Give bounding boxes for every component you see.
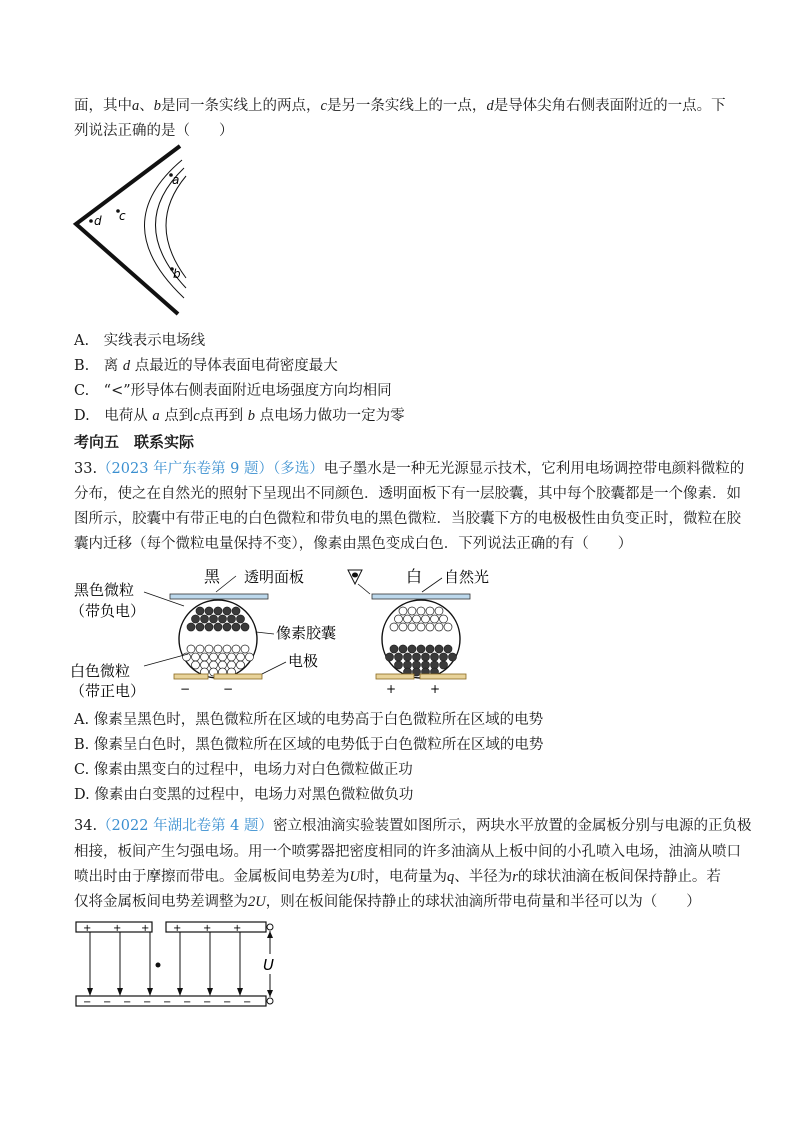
particle: [210, 615, 218, 623]
fig-white-particle-label: 白色微粒: [70, 662, 131, 680]
left-minus-2: −: [223, 682, 234, 696]
particle: [187, 623, 195, 631]
particle: [440, 653, 448, 661]
terminal-top: [267, 924, 273, 930]
q33-stem-line-2: 分布，使之在自然光的照射下呈现出不同颜色．透明面板下有一层胶囊，其中每个胶囊都是一个像素．如: [74, 486, 741, 502]
plus-sign: +: [83, 923, 92, 934]
particle: [444, 645, 452, 653]
particle: [417, 623, 425, 631]
fig-label-a: a: [172, 173, 180, 187]
particle: [399, 607, 407, 615]
field-arrows: [87, 932, 243, 996]
fig-capsule-label: 像素胶囊: [276, 624, 337, 642]
particle: [399, 623, 407, 631]
q32-option-c[interactable]: C. “<”形导体右侧表面附近电场强度方向均相同: [74, 383, 392, 399]
q34-stem-line-4: 仅将金属板间电势差调整为2U，则在板间能保持静止的球状油滴所带电荷量和半径可以为（ ）: [74, 894, 701, 910]
particle: [408, 607, 416, 615]
fig-label-b: b: [173, 267, 181, 281]
particle: [205, 623, 213, 631]
fig-electrode-label: 电极: [288, 652, 319, 670]
fig-black-particle-label: 黑色微粒: [74, 581, 135, 599]
particle: [422, 653, 430, 661]
particle: [192, 615, 200, 623]
terminal-bottom: [267, 998, 273, 1004]
particle: [390, 645, 398, 653]
particle: [214, 607, 222, 615]
particle: [246, 653, 254, 661]
left-transparent-panel: [170, 594, 268, 599]
particle: [399, 645, 407, 653]
plus-sign: +: [141, 923, 150, 934]
plus-sign: +: [233, 923, 242, 934]
q32-option-a[interactable]: A. 实线表示电场线: [74, 333, 206, 349]
particle: [196, 623, 204, 631]
fig-label-d: d: [94, 214, 102, 228]
particle: [435, 623, 443, 631]
particle: [444, 623, 452, 631]
particle: [413, 653, 421, 661]
particle: [237, 615, 245, 623]
left-electrode-1: [174, 674, 208, 679]
fig-panel-label: 透明面板: [244, 568, 305, 586]
left-electrode-2: [214, 674, 262, 679]
fig-black-label: 黑: [204, 567, 221, 586]
particle: [214, 623, 222, 631]
particle: [404, 615, 412, 623]
point-d-dot: [89, 219, 93, 223]
particle: [192, 653, 200, 661]
minus-sign: −: [183, 997, 192, 1008]
plus-sign: +: [173, 923, 182, 934]
particle: [435, 645, 443, 653]
q34-number: 34.: [74, 818, 98, 834]
fig-white-label: 白: [406, 567, 423, 586]
q33-source: （2023 年广东卷第 9 题）: [97, 461, 274, 477]
particle: [408, 623, 416, 631]
particle: [232, 623, 240, 631]
particle: [228, 615, 236, 623]
millikan-figure: [72, 916, 282, 1008]
particle: [228, 653, 236, 661]
q33-option-b[interactable]: B. 像素呈白色时，黑色微粒所在区域的电势低于白色微粒所在区域的电势: [74, 737, 544, 753]
particle: [205, 607, 213, 615]
field-arrow-head: [177, 988, 183, 996]
q34-stem-line-1: 34.（2022 年湖北卷第 4 题）密立根油滴实验装置如图所示，两块水平放置的金属板分别与电源的正负极: [74, 818, 752, 834]
particle: [395, 653, 403, 661]
particle: [417, 645, 425, 653]
particle: [232, 607, 240, 615]
particle: [237, 661, 245, 669]
particle: [187, 645, 195, 653]
q33-stem-line-3: 图所示，胶囊中有带正电的白色微粒和带负电的黑色微粒．当胶囊下方的电极极性由负变正时，微粒在胶: [74, 511, 741, 527]
particle: [386, 653, 394, 661]
particle: [241, 645, 249, 653]
right-plus-1: +: [386, 682, 397, 696]
q33-multi-tag: （多选）: [273, 461, 324, 477]
field-arrow-head: [87, 988, 93, 996]
right-plus-2: +: [430, 682, 441, 696]
particle: [219, 615, 227, 623]
q34-source: （2022 年湖北卷第 4 题）: [97, 818, 274, 834]
particle: [435, 607, 443, 615]
plus-sign: +: [203, 923, 212, 934]
conductor-v-shape: [76, 146, 180, 314]
q33-option-c[interactable]: C. 像素由黑变白的过程中，电场力对白色微粒做正功: [74, 762, 413, 778]
minus-sign: −: [203, 997, 212, 1008]
oil-drop: [156, 963, 161, 968]
field-arrow-head: [237, 988, 243, 996]
particle: [201, 615, 209, 623]
fig-label-c: c: [119, 209, 126, 223]
left-minus-1: −: [180, 682, 191, 696]
particle: [196, 607, 204, 615]
fig-natural-light-label: 自然光: [444, 568, 490, 586]
section-heading: 考向五 联系实际: [74, 433, 195, 451]
plus-sign: +: [113, 923, 122, 934]
particle: [440, 615, 448, 623]
q32-stem-line-2: 列说法正确的是（ ）: [74, 123, 234, 139]
particle: [413, 615, 421, 623]
right-electrode-1: [376, 674, 414, 679]
minus-sign: −: [223, 997, 232, 1008]
particle: [426, 645, 434, 653]
field-line-3: [166, 176, 186, 278]
particle: [395, 661, 403, 669]
particle: [223, 645, 231, 653]
e-ink-figure: [66, 562, 506, 702]
right-transparent-panel: [372, 594, 470, 599]
q34-stem-line-2: 相接，板间产生匀强电场。用一个喷雾器把密度相同的许多油滴从上板中间的小孔喷入电场，油滴从喷口: [74, 844, 741, 860]
particle: [417, 607, 425, 615]
fig-neg-charge-label: （带负电）: [70, 602, 146, 620]
particle: [426, 607, 434, 615]
q33-option-a[interactable]: A. 像素呈黑色时，黑色微粒所在区域的电势高于白色微粒所在区域的电势: [74, 712, 544, 728]
field-arrow-head: [147, 988, 153, 996]
minus-sign: −: [103, 997, 112, 1008]
particle: [201, 653, 209, 661]
fig-pos-charge-label: （带正电）: [70, 682, 146, 700]
minus-sign: −: [123, 997, 132, 1008]
particle: [196, 645, 204, 653]
bottom-plate-minus-signs: [83, 997, 251, 1008]
particle: [210, 653, 218, 661]
particle: [431, 653, 439, 661]
minus-sign: −: [83, 997, 92, 1008]
conductor-figure: [66, 138, 196, 320]
particle: [232, 645, 240, 653]
particle: [237, 653, 245, 661]
q33-option-d[interactable]: D. 像素由白变黑的过程中，电场力对黑色微粒做负功: [74, 787, 414, 803]
voltage-label: U: [263, 956, 274, 974]
particle: [408, 645, 416, 653]
q33-stem-line-4: 囊内迁移（每个微粒电量保持不变），像素由黑色变成白色．下列说法正确的有（ ）: [74, 536, 633, 552]
q33-number: 33.: [74, 461, 98, 477]
minus-sign: −: [163, 997, 172, 1008]
particle: [395, 615, 403, 623]
particle: [422, 615, 430, 623]
particle: [192, 661, 200, 669]
field-arrow-head: [207, 988, 213, 996]
eye-icon: [348, 570, 370, 594]
particle: [440, 661, 448, 669]
particle: [223, 623, 231, 631]
q34-stem-line-3: 喷出时由于摩擦而带电。金属板间电势差为U时，电荷量为q、半径为r的球状油滴在板间保持静止。若: [74, 869, 721, 885]
particle: [449, 653, 457, 661]
right-electrode-2: [420, 674, 466, 679]
particle: [241, 623, 249, 631]
particle: [205, 645, 213, 653]
particle: [214, 645, 222, 653]
particle: [390, 623, 398, 631]
q32-option-b[interactable]: B. 离 d 点最近的导体表面电荷密度最大: [74, 358, 338, 374]
q32-stem-line-1: 面，其中a、b是同一条实线上的两点，c是另一条实线上的一点，d是导体尖角右侧表面附近的一点。下: [74, 98, 726, 114]
particle: [223, 607, 231, 615]
minus-sign: −: [143, 997, 152, 1008]
particle: [426, 623, 434, 631]
minus-sign: −: [243, 997, 252, 1008]
particle: [431, 615, 439, 623]
particle: [404, 653, 412, 661]
particle: [219, 653, 227, 661]
q32-option-d[interactable]: D. 电荷从 a 点到c点再到 b 点电场力做功一定为零: [74, 408, 405, 424]
q33-stem-line-1: 33.（2023 年广东卷第 9 题）（多选）电子墨水是一种无光源显示技术，它利用电场调控带电颜料微粒的: [74, 461, 745, 477]
field-arrow-head: [117, 988, 123, 996]
